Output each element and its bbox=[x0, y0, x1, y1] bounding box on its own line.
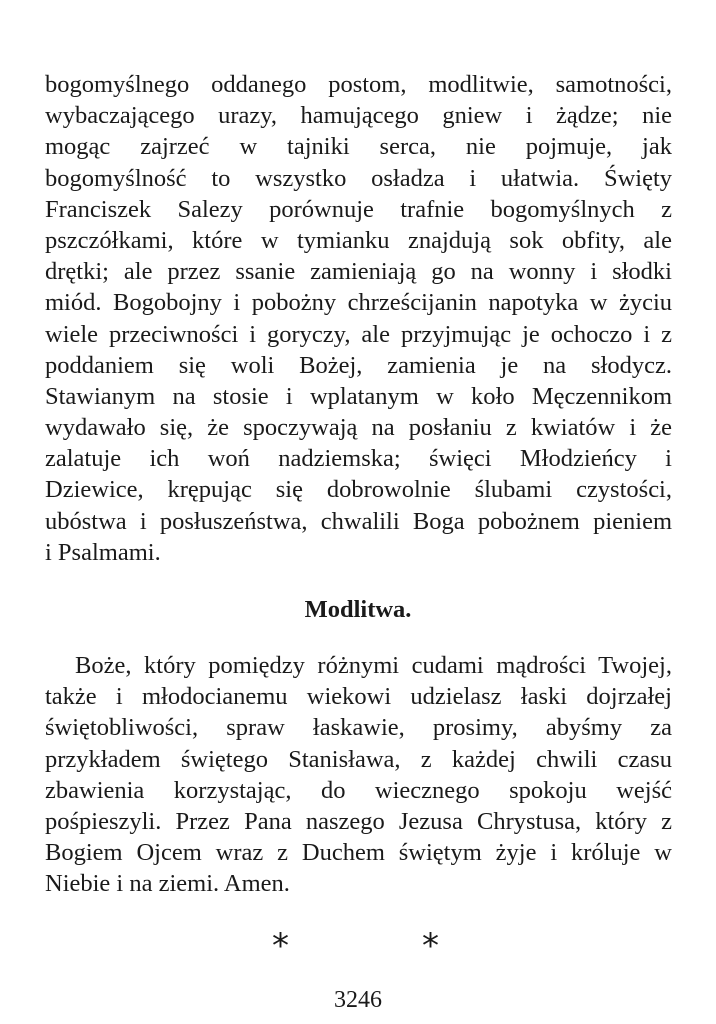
paragraph-body-1 bbox=[45, 69, 672, 568]
text-line: wydawało się, że spoczywają na posłaniu z kwiatów i że bbox=[45, 414, 672, 442]
asterisk-icon: * bbox=[272, 926, 289, 966]
text-line: miód. Bogobojny i pobożny chrześcijanin napotyka w życiu bbox=[45, 289, 672, 317]
text-line: Stawianym na stosie i wplatanym w koło Męczennikom bbox=[45, 382, 672, 410]
text-line: pośpieszyli. Przez Pana naszego Jezusa Chrystusa, który z bbox=[45, 807, 672, 835]
text-line: Dziewice, krępując się dobrowolnie ślubami czystości, bbox=[45, 476, 672, 504]
text-line: poddaniem się woli Bożej, zamienia je na słodycz. bbox=[45, 351, 672, 379]
text-line: bogomyślnego oddanego postom, modlitwie, samotności, bbox=[45, 71, 672, 98]
text-line: Bogiem Ojcem wraz z Duchem świętym żyje i króluje w bbox=[45, 839, 672, 867]
text-line: ubóstwa i posłuszeństwa, chwalili Boga pobożnem pieniem bbox=[45, 507, 672, 535]
text-line: świętobliwości, spraw łaskawie, prosimy, abyśmy za bbox=[45, 714, 672, 742]
text-line: zalatuje ich woń nadziemska; święci Młodzieńcy i bbox=[45, 445, 672, 473]
text-line: Niebie i na ziemi. Amen. bbox=[45, 870, 290, 898]
paragraph-prayer bbox=[45, 650, 672, 900]
text-line: pszczółkami, które w tymianku znajdują sok obfity, ale bbox=[45, 226, 672, 254]
text-line: Franciszek Salezy porównuje trafnie bogomyślnych z bbox=[45, 195, 672, 223]
text-line: i Psalmami. bbox=[45, 538, 161, 566]
page-number: 3246 bbox=[334, 987, 382, 1013]
text-line: przykładem świętego Stanisława, z każdej chwili czasu bbox=[45, 745, 672, 773]
section-heading: Modlitwa. bbox=[304, 596, 412, 623]
text-line: bogomyślność to wszystko osładza i ułatwia. Święty bbox=[45, 164, 672, 192]
text-line: także i młodocianemu wiekowi udzielasz łaski dojrzałej bbox=[45, 683, 672, 711]
text-line: zbawienia korzystając, do wiecznego spokoju wejść bbox=[45, 776, 672, 804]
text-line: wiele przeciwności i goryczy, ale przyjmując je ochoczo i z bbox=[45, 320, 672, 348]
text-line: wybaczającego urazy, hamującego gniew i żądze; nie bbox=[45, 102, 672, 130]
asterisk-icon: * bbox=[422, 926, 439, 966]
text-line: mogąc zajrzeć w tajniki serca, nie pojmuje, jak bbox=[45, 133, 672, 161]
text-line: drętki; ale przez ssanie zamieniają go na wonny i słodki bbox=[45, 258, 672, 286]
text-line: Boże, który pomiędzy różnymi cudami mądrości Twojej, bbox=[75, 652, 672, 679]
section-separator bbox=[0, 928, 716, 964]
